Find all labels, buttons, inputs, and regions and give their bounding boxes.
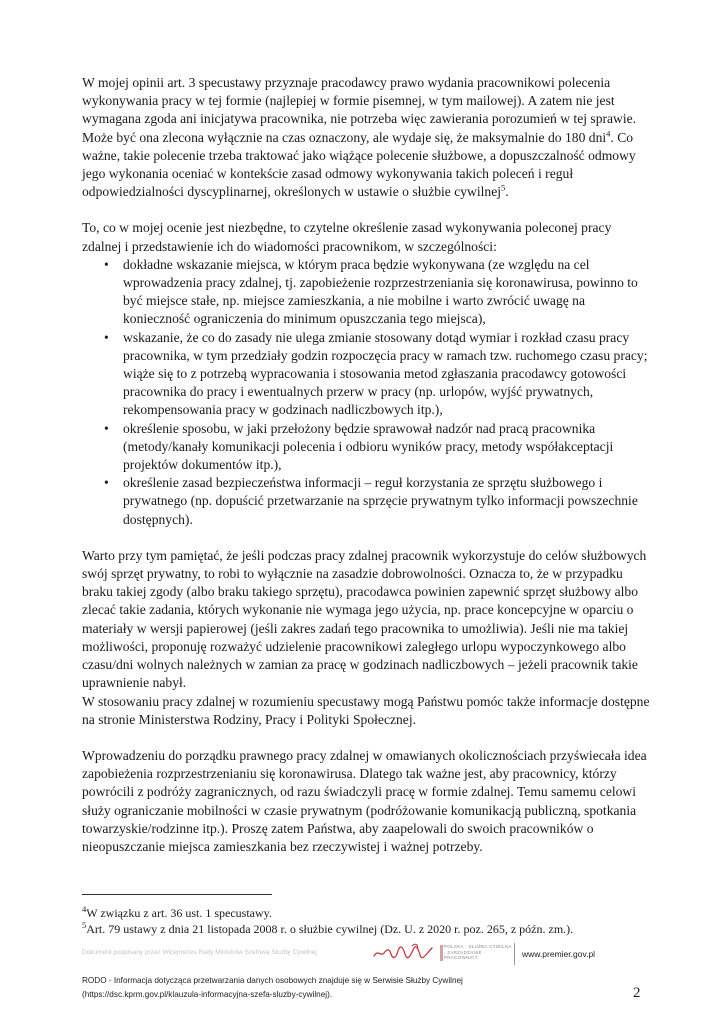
footnote-4: $^4$W związku z art. 36 ust. 1 specustawy.: [82, 904, 272, 920]
paragraph-legal-basis: W mojej opinii art. 3 specustawy przyznaje pracodawcy prawo wydania pracownikowi polecenia wykonywania pracy w tej formie (najlepiej w formie pisemnej, w tym mailowej). A zatem nie jest wymagana zgoda ani inicjatywa pracownika, nie potrzeba więc zawierania porozumień w tej sprawie. Może być ona zlecona wyłącznie na czas oznaczony, ale wydaje się, że maksymalnie do 180 dni$^4$. Co ważne, takie polecenie trzeba traktować jako wiążące polecenie służbowe, a dopuszczalność odmowy jego wykonania oceniać w kontekście zasad odmowy wykonywania takich poleceń i reguł odpowiedzialności dyscyplinarnej, określonych w ustawie o służbie cywilnej$^5$.: [82, 75, 637, 200]
website-link[interactable]: www.premier.gov.pl: [522, 949, 596, 959]
civil-service-badge: POLSKA · SŁUŻBA CYWILNA · ZARZĄDZANIE · PRACOWNICY: [444, 944, 512, 960]
document-body: [82, 74, 652, 874]
ministry-link[interactable]: Ministerstwa Rodziny, Pracy i Polityki Społecznej: [138, 711, 413, 727]
page-number: 2: [633, 985, 641, 1001]
paragraph-rules-intro: To, co w mojej ocenie jest niezbędne, to czytelne określenie zasad wykonywania poleconej pracy zdalnej i przedstawienie ich do wiadomości pracownikom, w szczególności:: [82, 220, 612, 254]
paragraph-private-equipment: Warto przy tym pamiętać, że jeśli podczas pracy zdalnej pracownik wykorzystuje do celów służbowych swój sprzęt prywatny, to robi to wyłącznie na zasadzie dobrowolności. Oznacza to, że w przypadku braku takiej zgody (albo braku takiego sprzętu), pracodawca powinien zapewnić sprzęt służbowy albo zlecać takie zadania, których wykonanie nie wymaga jego użycia, np. prace koncepcyjne w oparciu o materiały w wersji papierowej (jeśli zakres zadań tego pracownika to umożliwia). Jeśli nie ma takiej możliwości, proponuję rozważyć udzielenie pracownikowi zaległego urlopu wypoczynkowego albo czasu/dni wolnych należnych w zamian za pracę w godzinach nadliczbowych – jeżeli pracownik takie uprawnienie nabył.: [82, 547, 647, 691]
paragraph-appeal: Wprowadzeniu do porządku prawnego pracy zdalnej w omawianych okolicznościach przyświecała idea zapobieżenia rozprzestrzenianiu się koronawirusa. Dlatego tak ważne jest, aby pracownicy, którzy powrócili z podróży zagranicznych, od razu świadczyli pracę w formie zdalnej. Temu samemu celowi służy ograniczanie mobilności w czasie prywatnym (podróżowanie komunikacją publiczną, spotkania towarzyskie/rodzinne itp.). Proszę zatem Państwa, aby zaapelowali do swoich pracowników o nieopuszczanie miejsca zamieszkania bez rzeczywistej i ważnej potrzeby.: [82, 747, 647, 854]
rodo-notice: RODO - Informacja dotycząca przetwarzania danych osobowych znajduje się w Serwisie Służby Cywilnej (https://dsc.kprm.gov.pl/klauzula-informacyjna-szefa-sluzby-cywilnej).: [82, 974, 622, 1002]
list-item: • dokładne wskazanie miejsca, w którym praca będzie wykonywana (ze względu na cel wprowadzenia pracy zdalnej, tj. zapobieżenie rozprzestrzeniania się koronawirusa, powinno to być miejsce stałe, np. miejsce zamieszkania, a nie mobilne i warto zwrócić uwagę na konieczność ograniczenia do minimum opuszczania tego miejsca),: [82, 256, 652, 329]
footer-divider: [514, 943, 515, 965]
list-item: • wskazanie, że co do zasady nie ulega zmianie stosowany dotąd wymiar i rozkład czasu pracy pracownika, w tym przedziały godzin rozpoczęcia pracy w ramach tzw. ruchomego czasu pracy; wiąże się to z potrzebą wypracowania i stosowania metod zgłaszania pracodawcy gotowości pracownika do pracy i ewentualnych przerw w pracy (np. urlopów, wyjść prywatnych, rekompensowania pracy w godzinach nadliczbowych itp.),: [82, 329, 652, 420]
footnote-ref-4[interactable]: 4: [606, 128, 611, 139]
footer-faint-line: Dokument podpisany przez Wiceprezes Rady Ministrów Szefową Służby Cywilnej: [82, 949, 317, 956]
list-item: • określenie zasad bezpieczeństwa informacji – reguł korzystania ze sprzętu służbowego i prywatnego (np. dopuścić przetwarzanie na sprzęcie prywatnym tylko informacji powszechnie dostępnych).: [82, 474, 652, 529]
signature-graphic: [372, 941, 434, 963]
rules-bullet-list: [82, 256, 652, 529]
footnote-5: $^5$Art. 79 ustawy z dnia 21 listopada 2008 r. o służbie cywilnej (Dz. U. z 2020 r. poz. 265, z późn. zm.).: [82, 920, 574, 936]
civil-service-logo-icon: [440, 945, 443, 961]
footnotes: [82, 905, 662, 937]
rodo-link[interactable]: (https://dsc.kprm.gov.pl/klauzula-informacyjna-szefa-sluzby-cywilnej).: [82, 990, 333, 999]
paragraph-ministry-info: W stosowaniu pracy zdalnej w rozumieniu specustawy mogą Państwu pomóc także informacje dostępne na stronie Ministerstwa Rodziny, Pracy i Polityki Społecznej.: [82, 693, 650, 727]
list-item: • określenie sposobu, w jaki przełożony będzie sprawował nadzór nad pracą pracownika (metody/kanały komunikacji polecenia i odbioru wyników pracy, metody współakceptacji projektów dokumentów itp.),: [82, 420, 652, 475]
footnote-ref-5[interactable]: 5: [501, 182, 506, 193]
footnote-divider: [82, 894, 272, 895]
